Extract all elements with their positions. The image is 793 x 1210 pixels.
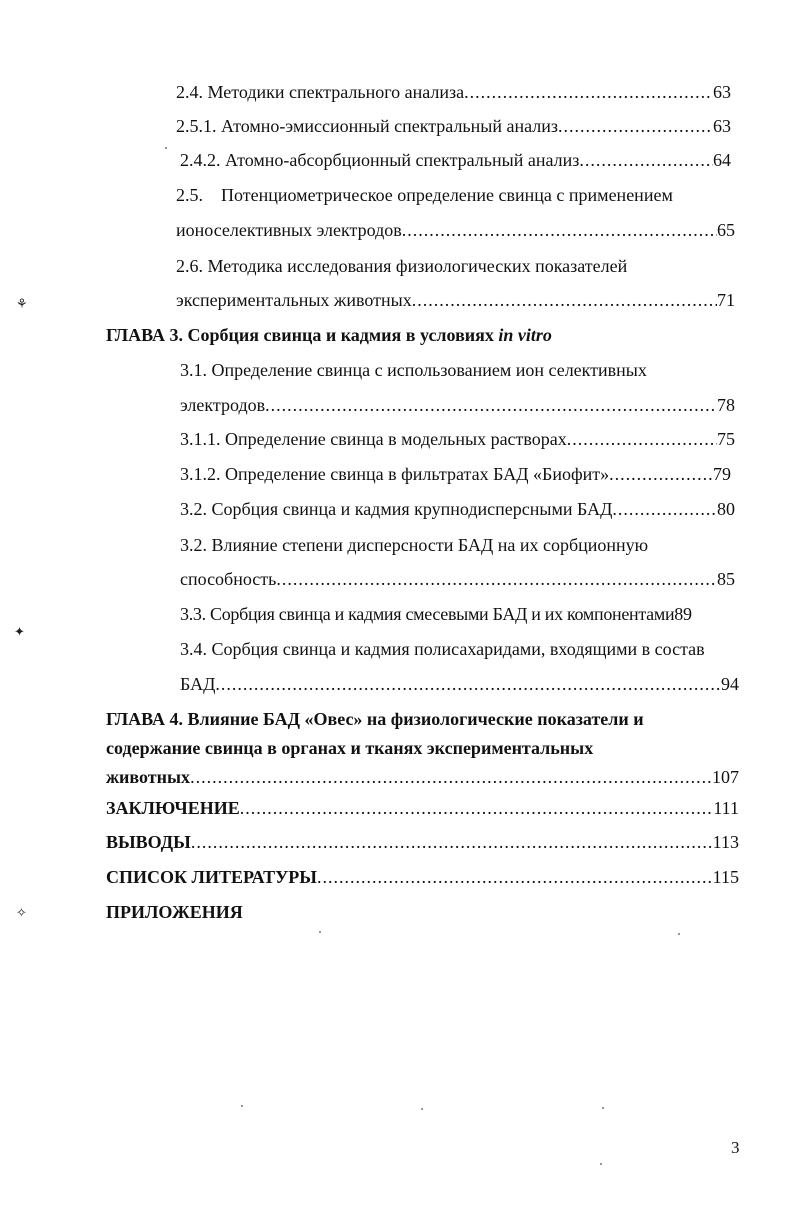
scan-speck [241,1105,243,1107]
chapter-3-heading: ГЛАВА 3. Сорбция свинца и кадмия в условиях in vitro [106,325,552,345]
chapter-4-heading-line1: ГЛАВА 4. Влияние БАД «Овес» на физиологические показатели и [106,709,644,729]
toc-entry-2-5-1: 2.5.1. Атомно-эмиссионный спектральный анализ ..... 63 [176,114,731,138]
chapter-4-heading-line2: содержание свинца в органах и тканях экспериментальных [106,738,594,758]
scan-speck [678,933,680,935]
scan-speck [600,1163,602,1165]
page-number: 3 [731,1138,740,1157]
scan-speck [165,147,167,149]
toc-entry-3-1: электродов ..... 78 [180,393,735,417]
toc-entry-3-2: 3.2. Сорбция свинца и кадмия крупнодисперсными БАД ..... 80 [180,497,735,521]
toc-entry-3-2b-line1: 3.2. Влияние степени дисперсности БАД на их сорбционную [180,535,649,555]
toc-entry-3-3: 3.3. Сорбция свинца и кадмия смесевыми БАД и их компонентами89 [180,604,692,624]
toc-entry-2-5: ионоселективных электродов ..... 65 [176,218,735,242]
scan-speck [602,1107,604,1109]
scan-speck [319,931,321,933]
toc-entry-3-4-line1: 3.4. Сорбция свинца и кадмия полисахаридами, входящими в состав [180,639,705,659]
toc-entry-3-4: БАД ..... 94 [180,672,739,696]
toc-entry-2-5-line1: 2.5. Потенциометрическое определение свинца с применением [176,185,673,205]
toc-entry-3-1-2: 3.1.2. Определение свинца в фильтратах БАД «Биофит» ..... 79 [180,462,731,486]
scan-mark-3: ✧ [16,905,27,920]
chapter-4-entry: животных ..... 107 [106,765,739,789]
toc-entry-2-4-2: 2.4.2. Атомно-абсорбционный спектральный анализ ..... 64 [180,148,731,172]
toc-entry-3-2b: способность ..... 85 [180,567,735,591]
conclusions-entry: ВЫВОДЫ ..... 113 [106,830,739,854]
toc-entry-2-4: 2.4. Методики спектрального анализа ..... 63 [176,80,731,104]
conclusion-entry: ЗАКЛЮЧЕНИЕ ..... 111 [106,796,739,820]
scan-mark-1: ⚘ [16,296,28,311]
appendix-entry: ПРИЛОЖЕНИЯ [106,902,243,922]
toc-entry-2-6-line1: 2.6. Методика исследования физиологических показателей [176,256,628,276]
scan-speck [421,1108,423,1110]
toc-entry-2-6: экспериментальных животных ..... 71 [176,288,735,312]
toc-entry-3-1-line1: 3.1. Определение свинца с использованием ион селективных [180,360,647,380]
references-entry: СПИСОК ЛИТЕРАТУРЫ ..... 115 [106,865,739,889]
scan-mark-2: ✦ [14,624,25,639]
toc-entry-3-1-1: 3.1.1. Определение свинца в модельных растворах ..... 75 [180,427,735,451]
